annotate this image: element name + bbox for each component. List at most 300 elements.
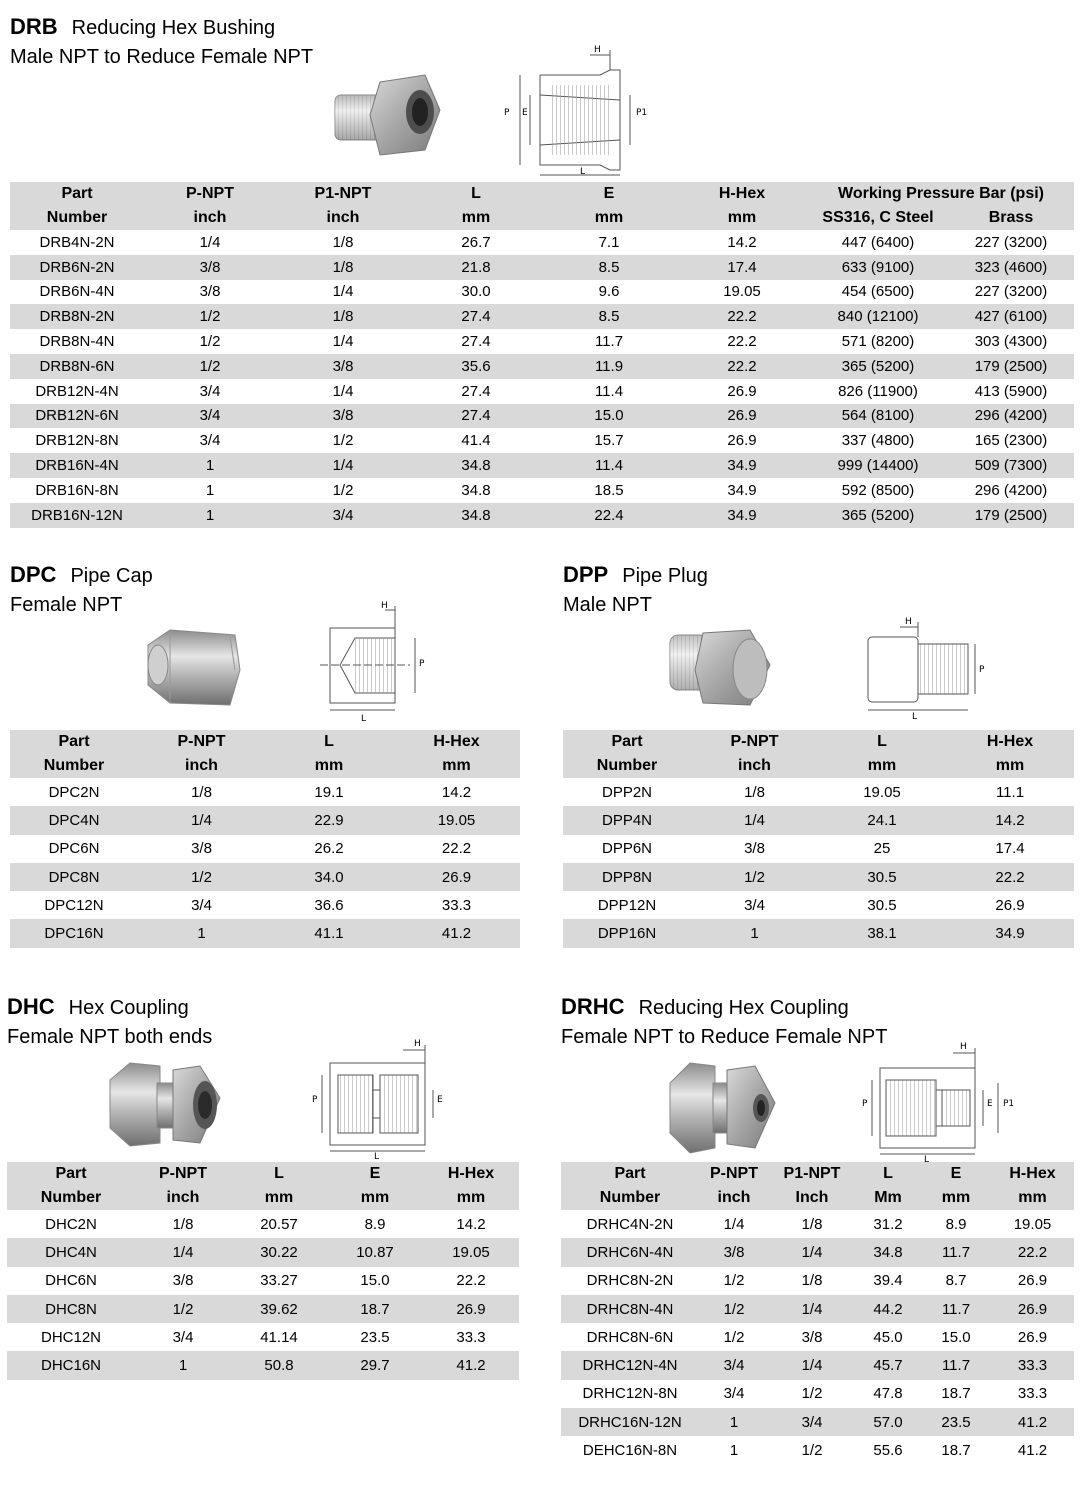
- table-cell: 45.0: [873, 1328, 903, 1346]
- dhc-dimension-drawing: [308, 1035, 458, 1160]
- dhc-col-unit: mm: [456, 1189, 486, 1206]
- drhc-col-header: H-Hex: [1009, 1165, 1056, 1182]
- table-cell: 3/4: [723, 1385, 745, 1403]
- drhc-col-header: Part: [614, 1165, 646, 1182]
- table-cell: 1/2: [199, 357, 221, 375]
- dpc-col-header: H-Hex: [433, 733, 480, 750]
- drb-dimension-drawing: [500, 40, 660, 180]
- table-cell: 1: [178, 1357, 188, 1375]
- table-cell: 1/2: [332, 481, 354, 499]
- table-cell: 427 (6100): [974, 308, 1048, 326]
- dpc-subtitle: Female NPT: [10, 594, 123, 616]
- table-cell: 18.7: [360, 1300, 390, 1318]
- drhc-col-unit: mm: [1018, 1189, 1047, 1206]
- table-cell: 34.9: [727, 506, 757, 524]
- part-number-cell: DPC16N: [44, 925, 104, 943]
- table-cell: 1/8: [801, 1272, 823, 1290]
- drb-label-e: E: [522, 108, 528, 118]
- table-cell: 22.4: [594, 506, 624, 524]
- table-cell: 11.1: [995, 783, 1025, 801]
- table-row: [561, 1323, 1074, 1351]
- table-cell: 26.9: [1017, 1272, 1048, 1290]
- table-cell: 3/8: [332, 357, 354, 375]
- drhc-col-header: L: [883, 1165, 893, 1182]
- drhc-dimension-drawing: [858, 1038, 1033, 1163]
- table-cell: 3/4: [199, 407, 221, 425]
- table-cell: 14.2: [441, 783, 472, 801]
- table-cell: 3/8: [191, 840, 212, 858]
- table-row: [10, 428, 1074, 453]
- table-cell: 26.9: [456, 1300, 486, 1318]
- drhc-col-unit: Number: [599, 1189, 661, 1206]
- table-cell: 27.4: [461, 333, 491, 351]
- table-cell: 509 (7300): [974, 457, 1048, 475]
- table-row: [561, 1351, 1074, 1379]
- table-cell: 1/8: [332, 258, 354, 276]
- dpp-col-header: P-NPT: [730, 733, 779, 750]
- table-cell: 296 (4200): [974, 407, 1048, 425]
- table-cell: 11.7: [594, 333, 624, 351]
- dpc-dimension-drawing: [315, 598, 440, 723]
- table-cell: 1/8: [191, 783, 212, 801]
- table-cell: 34.0: [314, 868, 344, 886]
- part-number-cell: DHC16N: [40, 1357, 101, 1375]
- dpp-header-row-1: [563, 730, 1074, 754]
- table-row: [561, 1210, 1074, 1238]
- table-cell: 1/2: [723, 1272, 745, 1290]
- part-number-cell: DRHC12N-8N: [582, 1385, 678, 1403]
- part-number-cell: DRHC8N-6N: [586, 1328, 674, 1346]
- table-cell: 8.9: [364, 1215, 386, 1233]
- part-number-cell: DRB16N-12N: [31, 506, 123, 524]
- table-cell: 1/2: [191, 868, 212, 886]
- table-cell: 17.4: [995, 840, 1025, 858]
- dpp-code: DPP: [563, 562, 609, 587]
- table-cell: 26.9: [1017, 1300, 1048, 1318]
- part-number-cell: DPP8N: [601, 868, 653, 886]
- drb-col-l: L: [471, 185, 481, 202]
- table-cell: 1/2: [332, 432, 354, 450]
- table-cell: 1/2: [723, 1328, 745, 1346]
- part-number-cell: DPC6N: [48, 840, 100, 858]
- drhc-label-l: L: [924, 1155, 930, 1163]
- dpc-col-header: P-NPT: [177, 733, 226, 750]
- table-cell: 22.9: [314, 811, 344, 829]
- table-cell: 10.87: [356, 1243, 394, 1261]
- part-number-cell: DPP12N: [597, 896, 657, 914]
- table-row: [561, 1295, 1074, 1323]
- dpc-col-unit: inch: [185, 757, 218, 774]
- table-cell: 454 (6500): [841, 283, 915, 301]
- table-cell: 633 (9100): [841, 258, 915, 276]
- dpc-header-row-1: [10, 730, 520, 754]
- table-cell: 26.9: [727, 432, 757, 450]
- drb-title: [10, 14, 275, 40]
- drb-label-h: H: [594, 45, 601, 55]
- table-cell: 18.7: [941, 1442, 971, 1460]
- table-cell: 20.57: [260, 1215, 298, 1233]
- table-cell: 22.2: [727, 333, 757, 351]
- table-cell: 337 (4800): [841, 432, 915, 450]
- table-cell: 3/4: [199, 432, 221, 450]
- table-row: [10, 835, 520, 863]
- table-cell: 33.3: [456, 1328, 486, 1346]
- part-number-cell: DRB6N-2N: [39, 258, 115, 276]
- table-cell: 11.7: [941, 1243, 971, 1261]
- dpp-label-h: H: [905, 617, 912, 627]
- dhc-col-header: Part: [55, 1165, 87, 1182]
- table-cell: 3/4: [744, 896, 765, 914]
- table-cell: 1/2: [199, 333, 221, 351]
- table-cell: 1/4: [191, 811, 212, 829]
- table-cell: 19.05: [1013, 1215, 1052, 1233]
- part-number-cell: DPP6N: [601, 840, 653, 858]
- dpp-subtitle: Male NPT: [563, 594, 652, 616]
- table-cell: 1/8: [332, 233, 354, 251]
- table-cell: 1/4: [744, 811, 765, 829]
- part-number-cell: DPC8N: [48, 868, 100, 886]
- part-number-cell: DRB12N-6N: [35, 407, 119, 425]
- dpp-table: [563, 730, 1074, 948]
- table-row: [10, 255, 1074, 280]
- table-cell: 1/4: [723, 1215, 745, 1233]
- table-cell: 22.2: [1017, 1243, 1048, 1261]
- drb-col-hhex-unit: mm: [727, 209, 757, 226]
- drb-label-p1: P1: [636, 108, 648, 118]
- table-cell: 19.05: [437, 811, 476, 829]
- table-cell: 41.2: [1017, 1413, 1048, 1431]
- dpc-col-unit: mm: [442, 757, 471, 774]
- dhc-code: DHC: [7, 994, 55, 1019]
- drhc-col-header: P1-NPT: [783, 1165, 841, 1182]
- table-row: [10, 354, 1074, 379]
- part-number-cell: DRB16N-8N: [35, 481, 119, 499]
- part-number-cell: DHC6N: [45, 1272, 97, 1290]
- table-cell: 45.7: [873, 1357, 903, 1375]
- table-cell: 21.8: [461, 258, 491, 276]
- table-cell: 1/4: [801, 1243, 823, 1261]
- table-row: [561, 1267, 1074, 1295]
- table-cell: 55.6: [873, 1442, 903, 1460]
- part-number-cell: DRB16N-4N: [35, 457, 119, 475]
- drhc-product-photo: [665, 1058, 780, 1158]
- table-cell: 1/8: [744, 783, 765, 801]
- table-cell: 1/2: [801, 1442, 823, 1460]
- table-cell: 33.3: [1017, 1357, 1048, 1375]
- drhc-label-p: P: [862, 1099, 868, 1109]
- drb-col-e-unit: mm: [594, 209, 624, 226]
- table-cell: 23.5: [360, 1328, 390, 1346]
- table-cell: 1/2: [172, 1300, 194, 1318]
- drb-col-brass: Brass: [988, 209, 1034, 226]
- dhc-col-unit: inch: [166, 1189, 200, 1206]
- table-cell: 8.5: [598, 308, 620, 326]
- table-cell: 18.7: [941, 1385, 971, 1403]
- table-cell: 41.2: [1017, 1442, 1048, 1460]
- table-cell: 15.0: [594, 407, 624, 425]
- table-cell: 3/4: [191, 896, 212, 914]
- dhc-product-photo: [105, 1058, 225, 1153]
- table-cell: 303 (4300): [974, 333, 1048, 351]
- dpp-label-l: L: [912, 712, 918, 722]
- table-cell: 9.6: [598, 283, 620, 301]
- part-number-cell: DPP4N: [601, 811, 653, 829]
- drb-code: DRB: [10, 14, 58, 39]
- table-cell: 1/8: [801, 1215, 823, 1233]
- dhc-col-header: L: [274, 1165, 284, 1182]
- table-cell: 14.2: [727, 233, 757, 251]
- table-cell: 840 (12100): [837, 308, 919, 326]
- table-row: [10, 404, 1074, 429]
- drhc-header-row-2: [561, 1186, 1074, 1210]
- part-number-cell: DHC4N: [45, 1243, 97, 1261]
- dhc-table-body: [7, 1210, 519, 1380]
- table-cell: 57.0: [873, 1413, 903, 1431]
- drb-col-hhex: H-Hex: [718, 185, 766, 202]
- drb-header-row-1: [10, 182, 1074, 206]
- table-cell: 365 (5200): [841, 506, 915, 524]
- dpp-col-header: Part: [611, 733, 643, 750]
- table-cell: 3/8: [199, 283, 221, 301]
- dpc-label-h: H: [381, 601, 388, 611]
- table-cell: 1: [729, 1442, 739, 1460]
- table-cell: 26.9: [995, 896, 1025, 914]
- table-row: [563, 778, 1074, 806]
- drhc-col-header: P-NPT: [710, 1165, 758, 1182]
- part-number-cell: DRHC12N-4N: [582, 1357, 678, 1375]
- dhc-title: [7, 994, 189, 1020]
- dhc-col-unit: mm: [264, 1189, 294, 1206]
- table-row: [563, 919, 1074, 947]
- dpc-product-photo: [140, 625, 245, 710]
- drb-header-row-2: [10, 206, 1074, 230]
- drhc-table-body: [561, 1210, 1074, 1465]
- table-cell: 27.4: [461, 382, 491, 400]
- table-cell: 33.3: [441, 896, 472, 914]
- table-cell: 365 (5200): [841, 357, 915, 375]
- table-cell: 1/4: [801, 1357, 823, 1375]
- dpc-label-p: P: [419, 659, 425, 669]
- table-cell: 27.4: [461, 407, 491, 425]
- table-row: [561, 1238, 1074, 1266]
- drb-col-l-unit: mm: [461, 209, 491, 226]
- table-cell: 1/4: [172, 1243, 194, 1261]
- table-row: [10, 919, 520, 947]
- table-cell: 41.1: [314, 925, 344, 943]
- table-cell: 11.4: [594, 457, 624, 475]
- table-cell: 227 (3200): [974, 283, 1048, 301]
- dpc-header-row-2: [10, 754, 520, 778]
- table-cell: 31.2: [873, 1215, 903, 1233]
- table-row: [7, 1267, 519, 1295]
- drb-table: [10, 182, 1074, 528]
- table-cell: 23.5: [941, 1413, 971, 1431]
- table-cell: 1/4: [332, 382, 354, 400]
- table-row: [7, 1295, 519, 1323]
- drhc-col-unit: inch: [717, 1189, 751, 1206]
- table-cell: 3/8: [744, 840, 765, 858]
- table-cell: 26.9: [727, 407, 757, 425]
- table-cell: 29.7: [360, 1357, 390, 1375]
- table-row: [561, 1436, 1074, 1464]
- table-row: [10, 280, 1074, 305]
- table-cell: 22.2: [441, 840, 472, 858]
- table-cell: 1/4: [332, 283, 354, 301]
- table-cell: 27.4: [461, 308, 491, 326]
- drhc-subtitle: Female NPT to Reduce Female NPT: [561, 1026, 888, 1048]
- table-cell: 22.2: [727, 357, 757, 375]
- table-row: [10, 329, 1074, 354]
- table-cell: 44.2: [873, 1300, 903, 1318]
- table-cell: 3/8: [801, 1328, 823, 1346]
- table-cell: 1/2: [744, 868, 765, 886]
- drhc-label-e: E: [987, 1099, 993, 1109]
- part-number-cell: DRHC16N-12N: [578, 1413, 682, 1431]
- part-number-cell: DPC2N: [48, 783, 100, 801]
- dhc-header-row-1: [7, 1162, 519, 1186]
- drb-col-part: Part: [61, 185, 93, 202]
- dpc-label-l: L: [361, 714, 367, 723]
- dpc-title: [10, 562, 153, 588]
- table-row: [10, 453, 1074, 478]
- table-row: [10, 863, 520, 891]
- dpc-table: [10, 730, 520, 948]
- table-cell: 11.4: [594, 382, 624, 400]
- table-row: [563, 863, 1074, 891]
- table-cell: 3/8: [723, 1243, 745, 1261]
- table-cell: 34.9: [727, 481, 757, 499]
- dpc-code: DPC: [10, 562, 57, 587]
- table-cell: 1/4: [801, 1300, 823, 1318]
- table-cell: 26.7: [461, 233, 491, 251]
- part-number-cell: DHC2N: [45, 1215, 97, 1233]
- table-cell: 447 (6400): [841, 233, 915, 251]
- table-cell: 564 (8100): [841, 407, 915, 425]
- table-cell: 30.22: [260, 1243, 298, 1261]
- drb-col-e: E: [603, 185, 615, 202]
- table-cell: 41.2: [441, 925, 472, 943]
- table-cell: 34.9: [995, 925, 1025, 943]
- table-row: [10, 230, 1074, 255]
- drb-col-p1npt: P1-NPT: [314, 185, 372, 202]
- table-cell: 227 (3200): [974, 233, 1048, 251]
- drb-col-working-pressure: Working Pressure Bar (psi): [838, 185, 1044, 202]
- table-cell: 1: [197, 925, 206, 943]
- table-cell: 39.62: [260, 1300, 298, 1318]
- table-cell: 7.1: [598, 233, 620, 251]
- dpp-col-header: L: [877, 733, 887, 750]
- drhc-col-header: E: [950, 1165, 962, 1182]
- table-cell: 19.1: [314, 783, 344, 801]
- table-cell: 47.8: [873, 1385, 903, 1403]
- dpc-name: Pipe Cap: [70, 565, 153, 587]
- part-number-cell: DPP2N: [601, 783, 653, 801]
- table-cell: 1/2: [723, 1300, 745, 1318]
- drhc-header-row-1: [561, 1162, 1074, 1186]
- part-number-cell: DRHC6N-4N: [586, 1243, 674, 1261]
- table-cell: 15.0: [360, 1272, 390, 1290]
- table-cell: 3/4: [199, 382, 221, 400]
- table-cell: 34.9: [727, 457, 757, 475]
- table-cell: 30.5: [867, 896, 897, 914]
- table-cell: 25: [873, 840, 891, 858]
- dhc-col-header: H-Hex: [447, 1165, 495, 1182]
- table-cell: 41.4: [461, 432, 491, 450]
- table-cell: 22.2: [456, 1272, 486, 1290]
- table-cell: 1/4: [332, 333, 354, 351]
- table-row: [7, 1238, 519, 1266]
- table-cell: 165 (2300): [974, 432, 1048, 450]
- table-cell: 24.1: [867, 811, 897, 829]
- drhc-col-unit: Inch: [795, 1189, 829, 1206]
- dpp-col-header: H-Hex: [986, 733, 1034, 750]
- drhc-label-p1: P1: [1003, 1099, 1015, 1109]
- table-cell: 26.9: [1017, 1328, 1048, 1346]
- table-row: [10, 478, 1074, 503]
- dhc-label-e: E: [437, 1095, 443, 1105]
- table-cell: 22.2: [995, 868, 1025, 886]
- table-cell: 15.7: [594, 432, 624, 450]
- table-cell: 1: [750, 925, 759, 943]
- table-cell: 17.4: [727, 258, 757, 276]
- table-cell: 26.9: [441, 868, 472, 886]
- table-row: [561, 1408, 1074, 1436]
- part-number-cell: DPC4N: [48, 811, 100, 829]
- table-cell: 19.05: [723, 283, 761, 301]
- part-number-cell: DRHC8N-2N: [586, 1272, 674, 1290]
- drb-col-pnpt: P-NPT: [186, 185, 234, 202]
- table-cell: 30.5: [867, 868, 897, 886]
- table-row: [561, 1380, 1074, 1408]
- dhc-label-p: P: [312, 1095, 318, 1105]
- dpp-label-p: P: [979, 665, 985, 675]
- table-cell: 3/4: [172, 1328, 194, 1346]
- table-cell: 571 (8200): [841, 333, 915, 351]
- dhc-col-unit: Number: [40, 1189, 102, 1206]
- drhc-name: Reducing Hex Coupling: [638, 997, 849, 1019]
- dhc-col-header: P-NPT: [159, 1165, 207, 1182]
- table-row: [7, 1351, 519, 1379]
- table-row: [563, 835, 1074, 863]
- dpp-header-row-2: [563, 754, 1074, 778]
- table-row: [10, 806, 520, 834]
- table-row: [7, 1210, 519, 1238]
- table-cell: 323 (4600): [974, 258, 1048, 276]
- drb-product-photo: [330, 70, 445, 160]
- table-cell: 296 (4200): [974, 481, 1048, 499]
- table-cell: 3/4: [332, 506, 354, 524]
- drhc-title: [561, 994, 849, 1020]
- table-cell: 3/4: [723, 1357, 745, 1375]
- dhc-label-h: H: [414, 1039, 421, 1049]
- drhc-col-unit: Mm: [874, 1189, 902, 1206]
- part-number-cell: DRB12N-8N: [35, 432, 119, 450]
- table-row: [7, 1323, 519, 1351]
- part-number-cell: DPC12N: [44, 896, 104, 914]
- dpp-name: Pipe Plug: [622, 565, 708, 587]
- drhc-table: [561, 1162, 1074, 1465]
- table-cell: 38.1: [867, 925, 897, 943]
- part-number-cell: DRB12N-4N: [35, 382, 119, 400]
- table-cell: 14.2: [995, 811, 1025, 829]
- dhc-name: Hex Coupling: [68, 997, 189, 1019]
- table-cell: 1/4: [199, 233, 221, 251]
- table-cell: 50.8: [264, 1357, 294, 1375]
- table-cell: 30.0: [461, 283, 491, 301]
- table-cell: 19.05: [452, 1243, 490, 1261]
- drb-name: Reducing Hex Bushing: [71, 17, 276, 39]
- table-cell: 26.2: [314, 840, 344, 858]
